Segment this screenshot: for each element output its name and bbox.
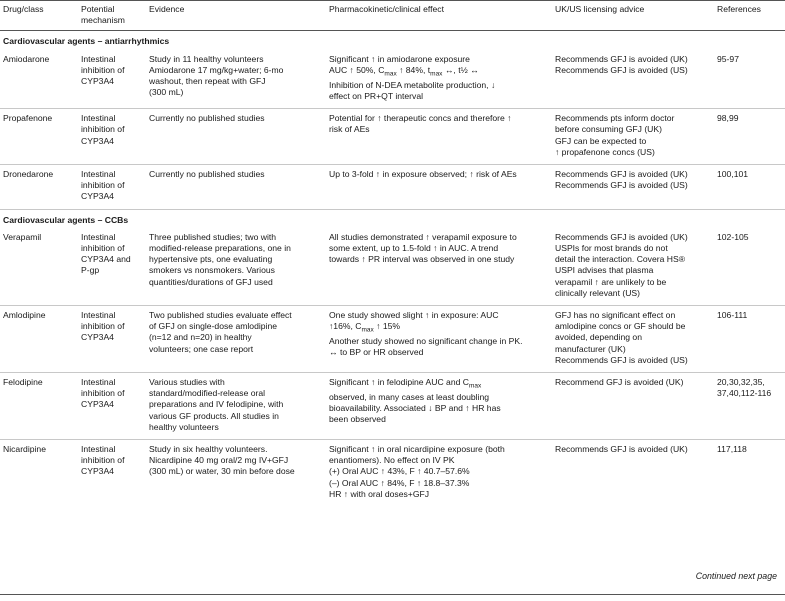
text-line: (300 mL) or water, 30 min before dose [149,466,295,477]
text-line: Recommends GFJ is avoided (US) [555,64,688,75]
cell-mechanism [78,228,146,306]
cell-mechanism [78,373,146,440]
cell-drug [0,440,78,507]
text-line: CYP3A4 [81,466,114,477]
text-line: Recommends pts inform doctor [555,113,675,124]
text-line: CYP3A4 [81,191,114,202]
cell-advice [552,109,714,165]
text-line: (–) Oral AUC ↑ 84%, F ↑ 18.8–37.3% [329,477,470,488]
text-line: Dronedarone [3,168,54,179]
text-line: quantities/durations of GFJ used [149,276,273,287]
text-line: been observed [329,414,386,425]
text-line: enantiomers). No effect on IV PK [329,455,455,466]
table-row [0,228,785,306]
text-line: CYP3A4 [81,399,114,410]
text-line: All studies demonstrated ↑ verapamil exposure to [329,231,517,242]
text-line: CYP3A4 and [81,254,131,265]
text-line: inhibition of [81,321,125,332]
text-line: Intestinal [81,309,116,320]
text-line: Two published studies evaluate effect [149,309,292,320]
text-line: Intestinal [81,113,116,124]
text-line: CYP3A4 [81,135,114,146]
text-line: inhibition of [81,180,125,191]
text-line: preparations and IV felodipine, with [149,399,284,410]
table-row [0,50,785,109]
text-line: inhibition of [81,455,125,466]
section-row [0,31,785,50]
text-line: Up to 3-fold ↑ in exposure observed; ↑ risk of AEs [329,168,517,179]
text-line: Verapamil [3,231,42,242]
cell-advice [552,50,714,109]
section-title: Cardiovascular agents – CCBs [3,214,129,225]
cell-evidence [146,164,326,209]
text-line: Recommends GFJ is avoided (US) [555,354,688,365]
text-line: detail the interaction. Covera HS® [555,254,686,265]
text-line: P-gp [81,265,100,276]
text-line: HR ↑ with oral doses+GFJ [329,488,430,499]
cell-effect [326,440,552,507]
text-line: risk of AEs [329,124,370,135]
text-line: ↔ to BP or HR observed [329,347,424,358]
text-line: Currently no published studies [149,113,265,124]
cell-references: 95-97 [714,50,785,109]
text-line: Recommends GFJ is avoided (US) [555,180,688,191]
cell-references: 100,101 [714,164,785,209]
cell-evidence [146,305,326,372]
cell-evidence [146,109,326,165]
cell-drug [0,164,78,209]
cell-references: 20,30,32,35, 37,40,112-116 [714,373,785,440]
cell-effect [326,50,552,109]
cell-effect [326,373,552,440]
text-line: Recommends GFJ is avoided (UK) [555,444,688,455]
text-line: CYP3A4 [81,332,114,343]
text-line: Nicardipine 40 mg oral/2 mg IV+GFJ [149,455,289,466]
cell-advice [552,373,714,440]
cell-effect [326,228,552,306]
text-line: avoided, depending on [555,332,642,343]
header-row [0,1,785,31]
cell-drug [0,50,78,109]
text-line: Significant ↑ in oral nicardipine exposure (both [329,444,505,455]
text-line: some extent, up to 1.5-fold ↑ in AUC. A trend [329,242,499,253]
text-line: Study in 11 healthy volunteers [149,53,264,64]
table-row [0,164,785,209]
text-line: Nicardipine [3,444,46,455]
text-line: Study in six healthy volunteers. [149,444,268,455]
cell-mechanism [78,440,146,507]
text-line: Recommends GFJ is avoided (UK) [555,168,688,179]
section-row [0,209,785,228]
text-line: volunteers; one case report [149,343,254,354]
text-line: USPIs for most brands do not [555,242,668,253]
cell-effect [326,109,552,165]
text-line: standard/modified-release oral [149,388,266,399]
header-evidence: Evidence [146,1,326,31]
table-row [0,109,785,165]
text-line: ↑16%, $C_{max}$ ↑ 15% [329,321,401,334]
text-line: CYP3A4 [81,76,114,87]
text-line: Amiodarone 17 mg/kg+water; 6-mo [149,64,284,75]
header-advice: UK/US licensing advice [552,1,714,31]
cell-references: 98,99 [714,109,785,165]
text-line: Intestinal [81,377,116,387]
text-line: Amlodipine [3,309,46,320]
cell-mechanism [78,164,146,209]
text-line: ↑ propafenone concs (US) [555,146,655,157]
text-line: Another study showed no significant change in PK. [329,336,523,347]
text-line: AUC ↑ 50%, $C_{max}$ ↑ 84%, $t_{max}$ ↔, t½ ↔ [329,64,479,78]
text-line: Recommend GFJ is avoided (UK) [555,377,684,387]
cell-mechanism [78,50,146,109]
header-effect: Pharmacokinetic/clinical effect [326,1,552,31]
header-mechanism: Potential mechanism [78,1,146,31]
text-line: manufacturer (UK) [555,343,626,354]
table-row [0,305,785,372]
text-line: healthy volunteers [149,421,219,432]
text-line: effect on PR+QT interval [329,90,424,101]
table-row [0,440,785,507]
cell-references: 106-111 [714,305,785,372]
text-line: amlodipine concs or GF should be [555,321,686,332]
text-line: USPI advises that plasma [555,265,654,276]
text-line: Significant ↑ in felodipine AUC and $C_{max}$ [329,377,482,390]
text-line: Recommends GFJ is avoided (UK) [555,53,688,64]
text-line: Inhibition of N-DEA metabolite production, ↓ [329,79,496,90]
continued-note: Continued next page [695,571,777,581]
text-line: (300 mL) [149,87,184,98]
text-line: various GF products. All studies in [149,410,279,421]
cell-references: 117,118 [717,444,747,455]
cell-mechanism [78,305,146,372]
text-line: inhibition of [81,124,125,135]
text-line: Recommends GFJ is avoided (UK) [555,231,688,242]
cell-evidence [146,373,326,440]
text-line: modified-release preparations, one in [149,242,291,253]
text-line: Significant ↑ in amiodarone exposure [329,53,470,64]
text-line: bioavailability. Associated ↓ BP and ↑ HR has [329,403,501,414]
text-line: of GFJ on single-dose amlodipine [149,321,278,332]
bottom-rule [0,594,785,595]
cell-drug [0,109,78,165]
cell-evidence [146,228,326,306]
text-line: Intestinal [81,444,116,455]
text-line: Potential for ↑ therapeutic concs and therefore ↑ [329,113,512,124]
cell-effect [326,305,552,372]
cell-advice [552,440,714,507]
cell-advice [552,164,714,209]
text-line: verapamil ↑ are unlikely to be [555,276,667,287]
text-line: (+) Oral AUC ↑ 43%, F ↑ 40.7–57.6% [329,466,470,477]
section-title: Cardiovascular agents – antiarrhythmics [3,36,170,47]
text-line: Various studies with [149,377,225,387]
cell-advice [552,228,714,306]
header-references: References [714,1,785,31]
cell-advice [552,305,714,372]
cell-effect [326,164,552,209]
header-drug: Drug/class [0,1,78,31]
text-line: washout, then repeat with GFJ [149,76,266,87]
text-line: clinically relevant (US) [555,287,641,298]
text-line: Amiodarone [3,53,50,64]
text-line: Felodipine [3,377,43,387]
text-line: smokers vs nonsmokers. Various [149,265,275,276]
cell-mechanism [78,109,146,165]
text-line: GFJ can be expected to [555,135,647,146]
text-line: observed, in many cases at least doubling [329,391,490,402]
text-line: inhibition of [81,242,125,253]
cell-evidence [146,50,326,109]
text-line: towards ↑ PR interval was observed in one study [329,254,515,265]
text-line: inhibition of [81,64,125,75]
text-line: hypertensive pts, one evaluating [149,254,273,265]
text-line: GFJ has no significant effect on [555,309,676,320]
text-line: Intestinal [81,231,116,242]
cell-drug [0,305,78,372]
cell-drug [0,373,78,440]
text-line: Propafenone [3,113,53,124]
cell-references: 102-105 [714,228,785,306]
text-line: inhibition of [81,388,125,399]
cell-evidence [146,440,326,507]
cell-drug [0,228,78,306]
text-line: Intestinal [81,53,116,64]
text-line: Intestinal [81,168,116,179]
text-line: One study showed slight ↑ in exposure: AUC [329,309,499,320]
text-line: before consuming GFJ (UK) [555,124,662,135]
text-line: Currently no published studies [149,168,265,179]
text-line: Three published studies; two with [149,231,277,242]
text-line: (n=12 and n=20) in healthy [149,332,252,343]
table-row [0,373,785,440]
